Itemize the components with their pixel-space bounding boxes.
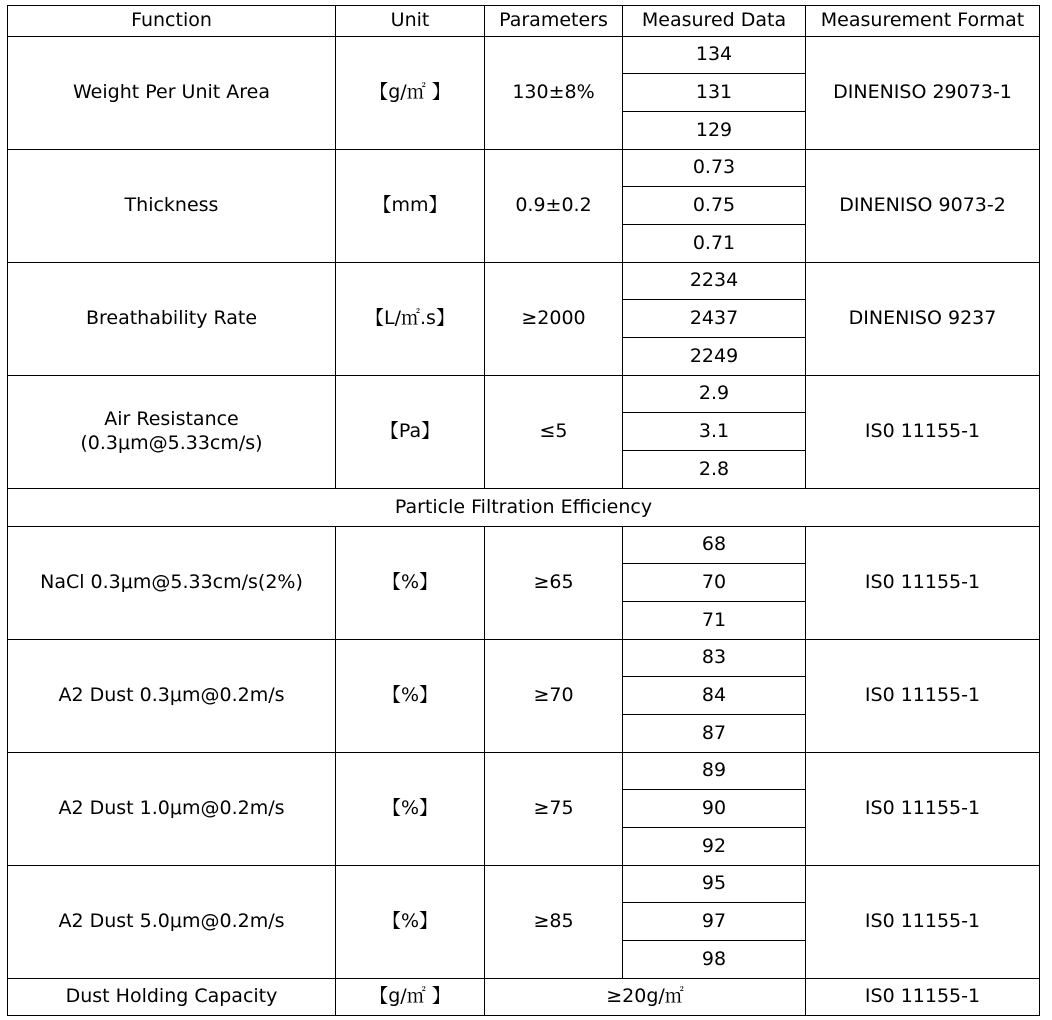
parameters-cell: ≤5 bbox=[485, 376, 623, 489]
unit-cell: 【%】 bbox=[336, 640, 485, 753]
header-row bbox=[8, 6, 1040, 37]
header-unit: Unit bbox=[336, 6, 485, 37]
unit-cell: 【g/㎡ 】 bbox=[336, 37, 485, 150]
section-row bbox=[8, 489, 1040, 527]
parameters-cell: ≥85 bbox=[485, 866, 623, 979]
measured-cell: 95 bbox=[623, 866, 806, 903]
format-cell: IS0 11155-1 bbox=[806, 376, 1040, 489]
parameters-cell: ≥65 bbox=[485, 527, 623, 640]
function-cell: NaCl 0.3μm@5.33cm/s(2%) bbox=[8, 527, 336, 640]
function-cell: Thickness bbox=[8, 150, 336, 263]
measured-cell: 97 bbox=[623, 903, 806, 941]
measured-cell: 98 bbox=[623, 941, 806, 979]
measured-cell: 70 bbox=[623, 564, 806, 602]
table-row bbox=[8, 979, 1040, 1016]
measured-cell: 71 bbox=[623, 602, 806, 640]
table-row bbox=[8, 376, 1040, 413]
parameters-cell: ≥75 bbox=[485, 753, 623, 866]
measured-cell: 2.9 bbox=[623, 376, 806, 413]
measured-cell: 2234 bbox=[623, 263, 806, 300]
table-row bbox=[8, 37, 1040, 74]
parameters-cell: 0.9±0.2 bbox=[485, 150, 623, 263]
function-cell bbox=[8, 376, 336, 489]
table-row bbox=[8, 866, 1040, 903]
table-row bbox=[8, 263, 1040, 300]
measured-cell: 129 bbox=[623, 112, 806, 150]
format-cell: IS0 11155-1 bbox=[806, 527, 1040, 640]
unit-cell: 【L/㎡.s】 bbox=[336, 263, 485, 376]
measured-cell: 2437 bbox=[623, 300, 806, 338]
measured-cell: 131 bbox=[623, 74, 806, 112]
measured-cell: 3.1 bbox=[623, 413, 806, 451]
format-cell: DINENISO 29073-1 bbox=[806, 37, 1040, 150]
table-row bbox=[8, 753, 1040, 790]
unit-cell: 【g/㎡ 】 bbox=[336, 979, 485, 1016]
table-row bbox=[8, 150, 1040, 187]
parameters-cell: ≥2000 bbox=[485, 263, 623, 376]
measured-cell: 134 bbox=[623, 37, 806, 74]
measured-cell: 89 bbox=[623, 753, 806, 790]
parameters-cell: ≥20g/㎡ bbox=[485, 979, 806, 1016]
format-cell: DINENISO 9073-2 bbox=[806, 150, 1040, 263]
header-function: Function bbox=[8, 6, 336, 37]
header-parameters: Parameters bbox=[485, 6, 623, 37]
format-cell: IS0 11155-1 bbox=[806, 979, 1040, 1016]
function-cell: A2 Dust 5.0μm@0.2m/s bbox=[8, 866, 336, 979]
format-cell: IS0 11155-1 bbox=[806, 866, 1040, 979]
function-cell: Dust Holding Capacity bbox=[8, 979, 336, 1016]
measured-cell: 83 bbox=[623, 640, 806, 677]
table-row bbox=[8, 640, 1040, 677]
function-line: Air Resistance bbox=[104, 408, 239, 431]
function-cell: Weight Per Unit Area bbox=[8, 37, 336, 150]
unit-cell: 【%】 bbox=[336, 753, 485, 866]
measured-cell: 2.8 bbox=[623, 451, 806, 489]
format-cell: IS0 11155-1 bbox=[806, 753, 1040, 866]
function-cell: A2 Dust 1.0μm@0.2m/s bbox=[8, 753, 336, 866]
header-measurement-format: Measurement Format bbox=[806, 6, 1040, 37]
header-measured-data: Measured Data bbox=[623, 6, 806, 37]
unit-cell: 【%】 bbox=[336, 866, 485, 979]
unit-cell: 【mm】 bbox=[336, 150, 485, 263]
measured-cell: 92 bbox=[623, 828, 806, 866]
function-cell: A2 Dust 0.3μm@0.2m/s bbox=[8, 640, 336, 753]
unit-cell: 【%】 bbox=[336, 527, 485, 640]
measured-cell: 2249 bbox=[623, 338, 806, 376]
table-row bbox=[8, 527, 1040, 564]
spec-table bbox=[7, 5, 1040, 1016]
unit-cell: 【Pa】 bbox=[336, 376, 485, 489]
measured-cell: 68 bbox=[623, 527, 806, 564]
function-line: (0.3μm@5.33cm/s) bbox=[80, 432, 263, 454]
measured-cell: 0.71 bbox=[623, 225, 806, 263]
measured-cell: 0.75 bbox=[623, 187, 806, 225]
format-cell: IS0 11155-1 bbox=[806, 640, 1040, 753]
measured-cell: 0.73 bbox=[623, 150, 806, 187]
section-title: Particle Filtration Efficiency bbox=[8, 489, 1040, 527]
parameters-cell: 130±8% bbox=[485, 37, 623, 150]
format-cell: DINENISO 9237 bbox=[806, 263, 1040, 376]
measured-cell: 90 bbox=[623, 790, 806, 828]
function-cell: Breathability Rate bbox=[8, 263, 336, 376]
measured-cell: 87 bbox=[623, 715, 806, 753]
parameters-cell: ≥70 bbox=[485, 640, 623, 753]
measured-cell: 84 bbox=[623, 677, 806, 715]
